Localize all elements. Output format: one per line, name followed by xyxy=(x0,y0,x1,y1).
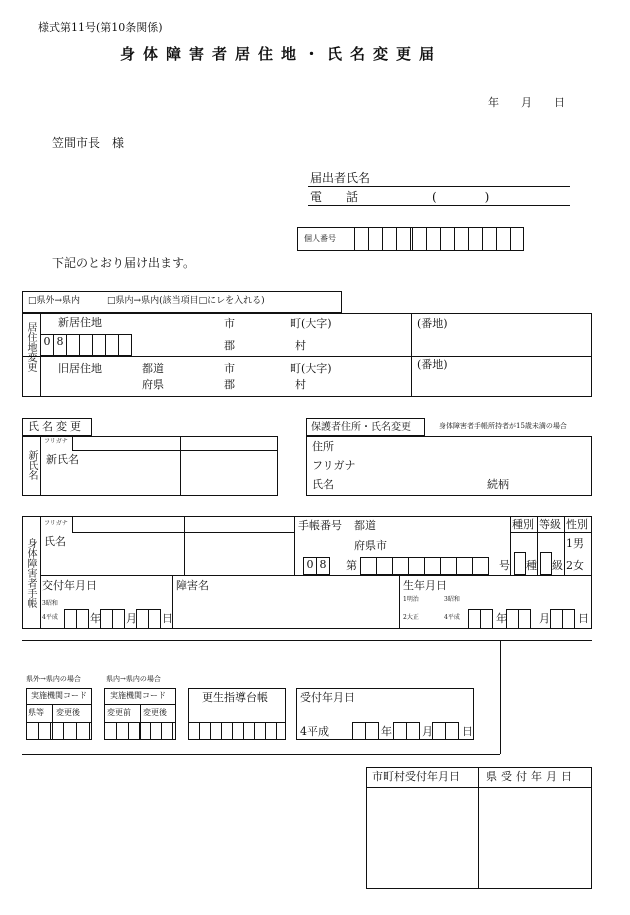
office-kento-label: 県等 xyxy=(28,708,44,717)
guardian-note: 身体障害者手帳所持者が15歳未満の場合 xyxy=(439,422,567,430)
handbook-birth-hi: 日 xyxy=(578,612,589,625)
office-rehab-cells[interactable] xyxy=(188,722,286,740)
personal-number-cells-3[interactable] xyxy=(468,227,524,251)
new-shi-label: 市 xyxy=(224,317,235,330)
handbook-number-cells[interactable] xyxy=(360,557,489,575)
office-reception-nen: 年 xyxy=(381,725,392,738)
handbook-issue-month-cells[interactable] xyxy=(100,609,125,629)
handbook-category-label: 種別 xyxy=(512,518,534,531)
name-change-header-label: 氏名変更 xyxy=(28,420,84,433)
handbook-name-label[interactable]: 氏名 xyxy=(44,535,66,548)
handbook-issue-year-cells[interactable] xyxy=(64,609,89,629)
form-number: 様式第11号(第10条関係) xyxy=(38,21,163,34)
office-out-to-in-note: 県外→県内の場合 xyxy=(26,675,81,683)
handbook-issue-date-label: 交付年月日 xyxy=(42,579,97,592)
handbook-male[interactable]: 1男 xyxy=(566,537,584,550)
old-mura-label: 村 xyxy=(295,378,306,391)
office-rehab-ledger-label: 更生指導台帳 xyxy=(202,691,268,704)
notifier-name-line[interactable] xyxy=(308,186,570,187)
handbook-issue-showa: 3昭和 xyxy=(42,600,58,607)
office-reception-tsuki: 月 xyxy=(422,725,433,738)
old-machi-label: 町(大字) xyxy=(290,362,332,375)
handbook-number-label: 手帳番号 xyxy=(298,519,342,532)
stamp-area xyxy=(366,767,592,889)
handbook-birth-meiji: 1明治 xyxy=(403,596,419,603)
intro-text: 下記のとおり届け出ます。 xyxy=(52,256,196,270)
handbook-birth-day-cells[interactable] xyxy=(550,609,575,629)
handbook-todo: 都道 xyxy=(354,519,376,532)
office-after-label-in: 変更後 xyxy=(143,708,167,717)
new-machi-label: 町(大字) xyxy=(290,317,332,330)
handbook-birth-taisho: 2大正 xyxy=(403,614,419,621)
handbook-issue-nen: 年 xyxy=(90,612,101,625)
old-todo-label: 都道 xyxy=(142,362,164,375)
office-reception-date-label: 受付年月日 xyxy=(300,691,355,704)
handbook-fuken-shi: 府県市 xyxy=(354,539,387,552)
addressee: 笠間市長 様 xyxy=(52,136,125,150)
office-reception-year-cells[interactable] xyxy=(352,722,379,740)
old-fuken-label: 府県 xyxy=(142,378,164,391)
guardian-relation-label[interactable]: 続柄 xyxy=(487,478,509,491)
personal-number-cells[interactable] xyxy=(354,227,411,251)
move-type-label: □県外→県内 □県内→県内(該当項目□にレを入れる) xyxy=(28,296,265,306)
office-reception-heisei: 4平成 xyxy=(300,725,329,738)
phone-parens: ( ) xyxy=(432,190,490,204)
personal-number-label: 個人番号 xyxy=(304,234,336,243)
stamp-city-label: 市町村受付年月日 xyxy=(372,770,460,783)
old-banchi-label: (番地) xyxy=(417,358,448,371)
handbook-category-cell[interactable] xyxy=(514,552,526,575)
handbook-female[interactable]: 2女 xyxy=(566,559,584,572)
handbook-grade-cell[interactable] xyxy=(540,552,552,575)
handbook-side-label: 身体障害者手帳 xyxy=(25,538,36,608)
office-reception-hi: 日 xyxy=(462,725,473,738)
handbook-birth-tsuki: 月 xyxy=(539,612,550,625)
notifier-name-label: 届出者氏名 xyxy=(310,171,371,185)
phone-label: 電 話 xyxy=(310,190,359,204)
handbook-sex-label: 性別 xyxy=(566,518,588,531)
handbook-issue-day-cells[interactable] xyxy=(136,609,161,629)
handbook-issue-tsuki: 月 xyxy=(126,612,137,625)
old-gun-label: 郡 xyxy=(224,378,235,391)
handbook-grade-label: 等級 xyxy=(539,518,561,531)
guardian-address-label[interactable]: 住所 xyxy=(312,440,334,453)
stamp-pref-label: 県受付年月日 xyxy=(486,770,576,783)
office-before-label: 変更前 xyxy=(107,708,131,717)
new-banchi-label: (番地) xyxy=(417,317,448,330)
handbook-birth-month-cells[interactable] xyxy=(506,609,531,629)
office-in-to-in-note: 県内→県内の場合 xyxy=(106,675,161,683)
office-after-label-out: 変更後 xyxy=(56,708,80,717)
handbook-birth-date-label: 生年月日 xyxy=(403,579,447,592)
handbook-furigana: フリガナ xyxy=(44,520,68,527)
page-title: 身体障害者居住地・氏名変更届 xyxy=(120,45,443,63)
new-name-label[interactable]: 新氏名 xyxy=(46,453,79,466)
new-residence-code-cells[interactable]: 0 8 xyxy=(40,334,132,356)
handbook-shu: 種 xyxy=(526,559,537,572)
office-in-cells[interactable] xyxy=(104,722,173,740)
guardian-name-label[interactable]: 氏名 xyxy=(312,478,334,491)
handbook-issue-heisei: 4平成 xyxy=(42,614,58,621)
handbook-issue-hi: 日 xyxy=(162,612,173,625)
phone-line[interactable] xyxy=(308,205,570,206)
handbook-birth-heisei: 4平成 xyxy=(444,614,460,621)
guardian-header-label: 保護者住所・氏名変更 xyxy=(311,422,411,433)
old-shi-label: 市 xyxy=(224,362,235,375)
new-residence-label: 新居住地 xyxy=(58,316,102,329)
office-agency-code-label-in: 実施機関コード xyxy=(110,691,166,700)
handbook-birth-nen: 年 xyxy=(496,612,507,625)
guardian-furigana-label[interactable]: フリガナ xyxy=(312,459,356,472)
handbook-dai: 第 xyxy=(346,559,357,572)
office-agency-code-label-out: 実施機関コード xyxy=(31,691,87,700)
handbook-go: 号 xyxy=(499,559,510,572)
new-mura-label: 村 xyxy=(295,339,306,352)
old-residence-label: 旧居住地 xyxy=(58,362,102,375)
personal-number-cells-2[interactable] xyxy=(412,227,469,251)
handbook-birth-year-cells[interactable] xyxy=(468,609,493,629)
handbook-prefix-cells[interactable]: 0 8 xyxy=(303,557,330,575)
handbook-birth-showa: 3昭和 xyxy=(444,596,460,603)
office-reception-day-cells[interactable] xyxy=(432,722,459,740)
name-change-furigana: フリガナ xyxy=(44,438,68,445)
office-out-cells[interactable] xyxy=(26,722,90,740)
handbook-kyu: 級 xyxy=(552,559,563,572)
new-gun-label: 郡 xyxy=(224,339,235,352)
office-reception-month-cells[interactable] xyxy=(393,722,420,740)
date-label: 年 月 日 xyxy=(488,96,565,109)
residence-section-label: 居住地変更 xyxy=(25,322,36,372)
name-change-side-label: 新氏名 xyxy=(26,450,37,480)
handbook-disability-label[interactable]: 障害名 xyxy=(176,579,209,592)
